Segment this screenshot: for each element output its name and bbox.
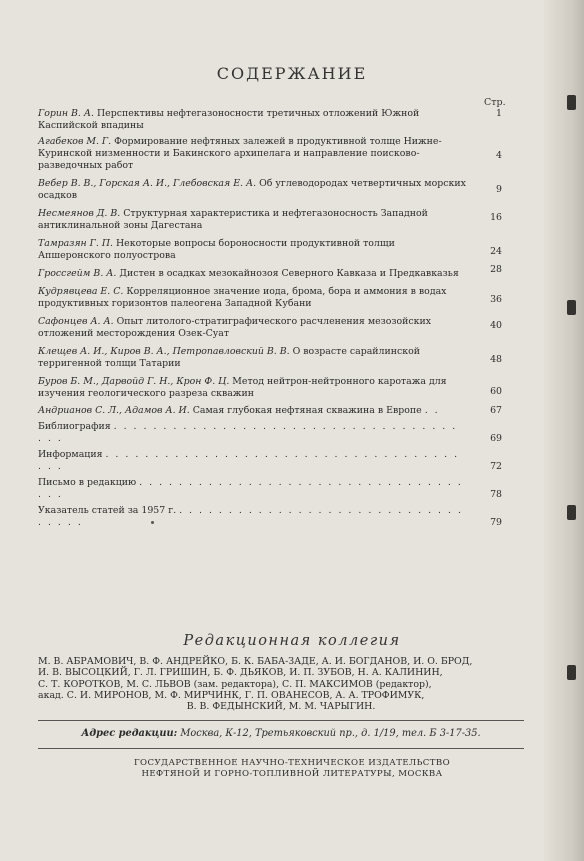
toc-title: Указатель статей за 1957 г. [38,505,177,516]
toc-entry [38,238,502,262]
toc-author: Буров Б. М., Дарвойд Г. Н., Крон Ф. Ц. [38,376,230,387]
toc-entry [38,108,502,132]
toc-entry: Информация . . . . . . . . . . . . . . . . . . . . . . . . . . . . . . . . . . . . . . . 72 [38,449,502,472]
toc-page: 69 [490,433,502,444]
toc-title: Корреляционное значение иода, брома, бора и аммония в водах продуктивных горизонтов палеогена Западной Кубани [38,286,447,309]
toc-author: Андрианов С. Л., Адамов А. И. [38,405,190,416]
divider [38,720,524,721]
editorial-board-members [38,656,524,712]
address-text: Москва, К-12, Третьяковский пр., д. 1/19, тел. Б 3-17-35. [180,728,481,739]
board-member-line: В. В. ФЕДЫНСКИЙ, М. М. ЧАРЫГИН. [186,701,376,713]
board-member-line: М. В. АБРАМОВИЧ, В. Ф. АНДРЕЙКО, Б. К. БАБА-ЗАДЕ, А. И. БОГДАНОВ, И. О. БРОД, [38,656,473,667]
address-label: Адрес редакции: [81,728,178,739]
toc-page: 4 [496,150,502,161]
toc-page: 16 [490,212,502,223]
toc-title: Дистен в осадках мезокайнозоя Северного Кавказа и Предкавказья [119,268,459,279]
toc-title: Опыт литолого-стратиграфического расчленения мезозойских отложений месторождения Озек-Суат [38,316,432,339]
editorial-address [38,728,524,739]
publisher-line: ГОСУДАРСТВЕННОЕ НАУЧНО-ТЕХНИЧЕСКОЕ ИЗДАТЕЛЬСТВО [133,758,451,768]
board-member-line: акад. С. И. МИРОНОВ, М. Ф. МИРЧИНК, Г. П. ОВАНЕСОВ, А. А. ТРОФИМУК, [38,689,425,701]
toc-title: Некоторые вопросы бороносности продуктивной толщи Апшеронского полуострова [38,238,395,261]
toc-page: 60 [490,386,502,397]
editorial-board-title: Редакционная коллегия [183,633,401,649]
toc-author: Агабеков М. Г. [38,136,112,147]
toc-title: Самая глубокая нефтяная скважина в Европе [192,405,422,416]
publisher-line: НЕФТЯНОЙ И ГОРНО-ТОПЛИВНОЙ ЛИТЕРАТУРЫ, МОСКВА [141,769,443,779]
toc-page: 36 [490,294,502,305]
toc-entry [38,346,502,370]
toc-author: Тамразян Г. П. [38,238,114,249]
toc-entry [38,316,502,340]
toc-entry: Андрианов С. Л., Адамов А. И. Самая глубокая нефтяная скважина в Европе . . 67 [38,405,502,416]
divider [38,748,524,749]
toc-title: Об углеводородах четвертичных морских осадков [38,178,466,201]
table-of-contents [38,108,502,529]
toc-author: Кудрявцева Е. С. [38,286,124,297]
toc-title: Информация [38,449,103,460]
toc-entry [38,264,502,280]
toc-entry [38,376,502,400]
toc-title: Перспективы нефтегазоносности третичных отложений Южной Каспийской впадины [38,108,420,131]
page-spine [544,0,584,861]
page-column-label: Стр. [484,97,506,108]
toc-title: Метод нейтрон-нейтронного каротажа для изучения геологического разреза скважин [38,376,447,399]
publisher-info [0,758,584,780]
toc-entry: Указатель статей за 1957 г. . . . . . . . . . . . . . . . . . . . . . . . . . . . . . . . . . . 79 [38,505,502,528]
toc-page: 28 [490,264,502,275]
toc-title: Библиография [38,421,111,432]
toc-page: 72 [490,461,502,472]
toc-entry [38,286,502,310]
toc-page: 9 [496,184,502,195]
board-member-line: И. В. ВЫСОЦКИЙ, Г. Л. ГРИШИН, Б. Ф. ДЬЯКОВ, И. П. ЗУБОВ, Н. А. КАЛИНИН, [38,667,443,679]
toc-title: Формирование нефтяных залежей в продуктивной толще Нижне-Куринской низменности и Бакинского архипелага и направление поисково-разведочных работ [38,136,442,171]
toc-page: 79 [490,517,502,528]
page-title: СОДЕРЖАНИЕ [216,64,368,83]
board-member-line: С. Т. КОРОТКОВ, М. С. ЛЬВОВ (зам. редактора), С. П. МАКСИМОВ (редактор), [38,678,432,690]
toc-page: 1 [496,108,502,119]
toc-page: 48 [490,354,502,365]
toc-page: 40 [490,320,502,331]
binding-hole [567,300,576,315]
print-speck [151,521,154,524]
toc-page: 24 [490,246,502,257]
toc-entry: Библиография . . . . . . . . . . . . . . . . . . . . . . . . . . . . . . . . . . . . . . 69 [38,421,502,444]
toc-author: Горин В. А. [38,108,94,119]
toc-author: Клещев А. И., Киров В. А., Петропавловский В. В. [38,346,290,357]
binding-hole [567,505,576,520]
binding-hole [567,665,576,680]
toc-entry: Письмо в редакцию . . . . . . . . . . . . . . . . . . . . . . . . . . . . . . . . . . . . 78 [38,477,502,500]
toc-entry [38,178,502,202]
toc-author: Несмеянов Д. В. [38,208,121,219]
toc-entry [38,208,502,232]
toc-title: Письмо в редакцию [38,477,137,488]
toc-page: 67 [490,405,502,416]
toc-author: Сафонцев А. А. [38,316,114,327]
binding-hole [567,95,576,110]
toc-author: Гроссгейм В. А. [38,268,117,279]
toc-title: О возрасте сарайлинской терригенной толщи Татарии [38,346,421,369]
toc-entry [38,136,502,172]
toc-page: 78 [490,489,502,500]
toc-title: Структурная характеристика и нефтегазоносность Западной антиклинальной зоны Дагестана [38,208,428,231]
toc-author: Вебер В. В., Горская А. И., Глебовская Е. А. [38,178,257,189]
